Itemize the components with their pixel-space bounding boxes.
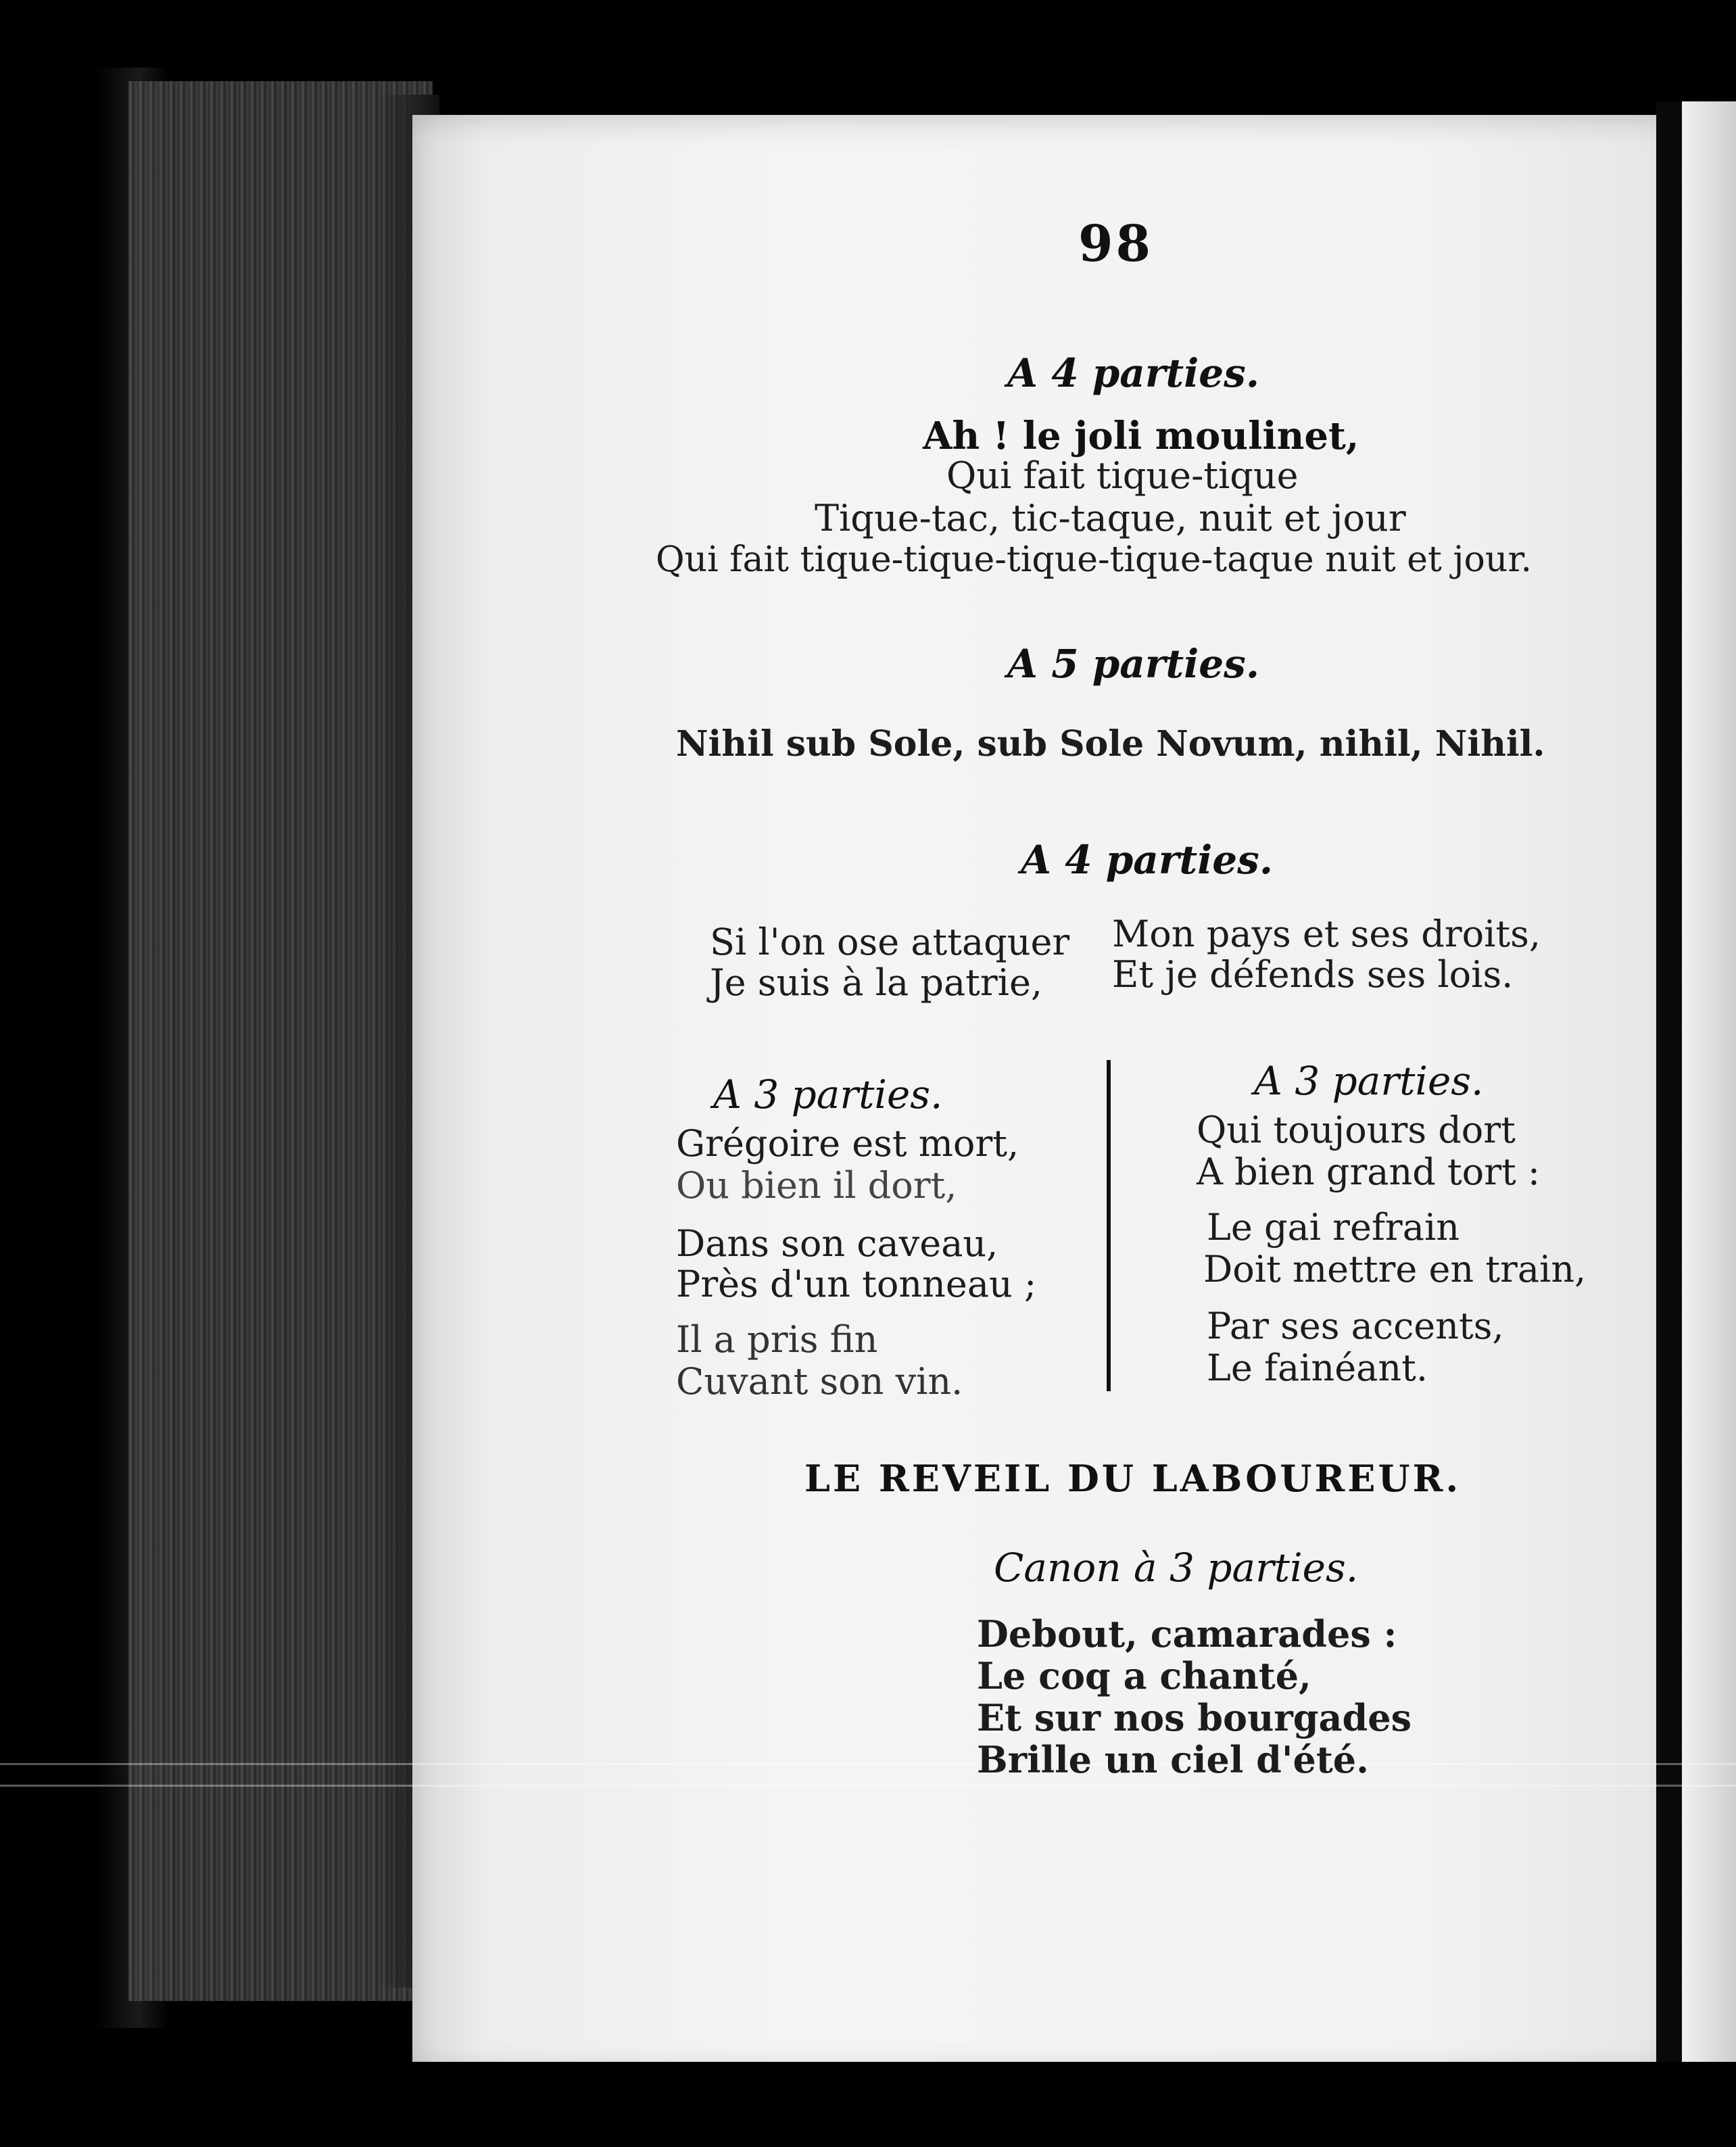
verse-line: Tique-tac, tic-taque, nuit et jour <box>815 497 1406 539</box>
verse-line-right: Et je défends ses lois. <box>1112 953 1514 996</box>
verse-line: Nihil sub Sole, sub Sole Novum, nihil, Nihil. <box>676 723 1545 765</box>
column-divider <box>1107 1060 1111 1391</box>
verse-line: Debout, camarades : <box>977 1612 1397 1656</box>
section-heading: A 3 parties. <box>1254 1058 1484 1104</box>
verse-line-left: Si l'on ose attaquer <box>710 921 1070 963</box>
verse-line: Qui toujours dort <box>1197 1109 1516 1151</box>
verse-line: Cuvant son vin. <box>676 1360 963 1403</box>
verse-line: A bien grand tort : <box>1197 1151 1541 1193</box>
section-heading: A 4 parties. <box>1007 350 1260 396</box>
verse-line: Ah ! le joli moulinet, <box>923 414 1359 458</box>
verse-line-right: Mon pays et ses droits, <box>1112 913 1541 955</box>
section-heading: A 3 parties. <box>713 1071 943 1117</box>
scan-artifact-line <box>0 1763 1736 1765</box>
verse-line-left: Je suis à la patrie, <box>710 961 1043 1004</box>
page-number: 98 <box>1078 215 1153 273</box>
verse-line: Près d'un tonneau ; <box>676 1263 1037 1305</box>
verse-line: Par ses accents, <box>1207 1305 1504 1347</box>
verse-line: Le coq a chanté, <box>977 1654 1311 1697</box>
verse-line: Le fainéant. <box>1207 1347 1428 1389</box>
verse-line: Qui fait tique-tique <box>946 454 1299 497</box>
verse-line: Et sur nos bourgades <box>977 1696 1412 1739</box>
verse-line: Il a pris fin <box>676 1318 878 1361</box>
verse-line: Qui fait tique-tique-tique-tique-taque nuit et jour. <box>656 539 1532 580</box>
verse-line: Brille un ciel d'été. <box>977 1738 1369 1781</box>
song-title: LE REVEIL DU LABOUREUR. <box>804 1457 1462 1500</box>
page-divider <box>1656 101 1682 2062</box>
section-heading: A 5 parties. <box>1007 641 1260 687</box>
verse-line: Ou bien il dort, <box>676 1164 957 1207</box>
section-heading: A 4 parties. <box>1021 837 1274 883</box>
verse-line: Grégoire est mort, <box>676 1122 1019 1165</box>
scan-artifact-line <box>0 1785 1736 1787</box>
song-subtitle: Canon à 3 parties. <box>994 1545 1359 1591</box>
verse-line: Le gai refrain <box>1207 1206 1460 1249</box>
verse-line: Doit mettre en train, <box>1203 1248 1587 1290</box>
next-page-edge <box>1682 101 1736 2062</box>
verse-line: Dans son caveau, <box>676 1222 998 1265</box>
